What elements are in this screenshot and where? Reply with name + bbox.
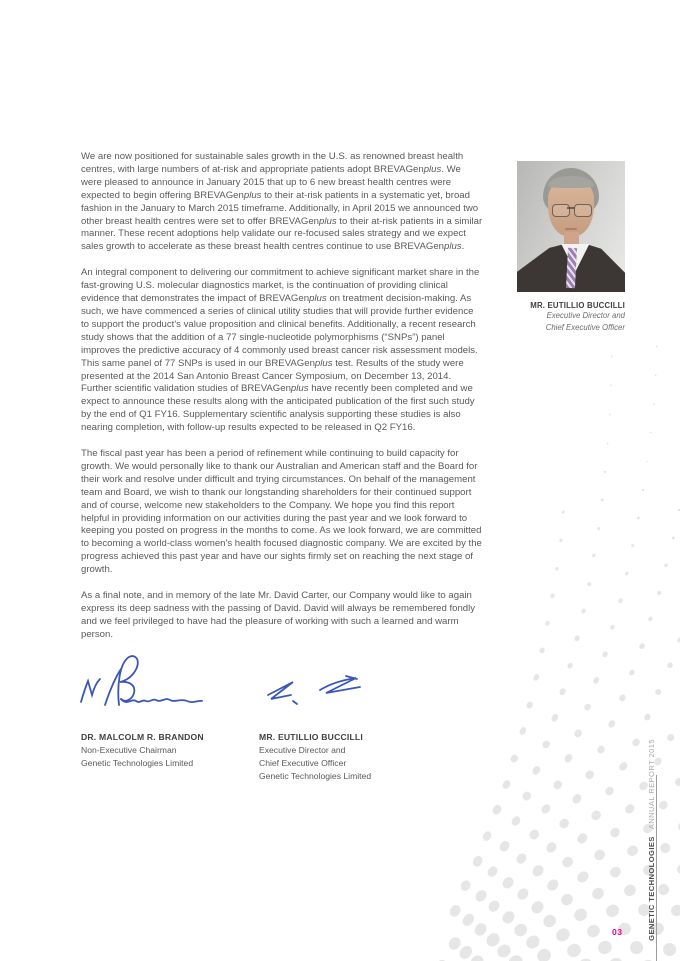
sidebar-vertical-title	[647, 739, 656, 941]
executive-portrait-photo	[517, 161, 625, 292]
executive-photo-block	[517, 161, 625, 333]
signatory-title: Non-Executive Chairman	[81, 745, 177, 755]
signatory-company: Genetic Technologies Limited	[81, 758, 194, 768]
signatory-title: Executive Director and	[259, 745, 346, 755]
photo-caption	[517, 301, 625, 333]
letter-paragraph: An integral component to delivering our commitment to achieve significant market share in the fast-growing U.S. molecular diagnostics market, is the continuation of providing clinical evidence that demonstrates the impact of BREVAGenplus on treatment decision-making. As such, we have commenced a series of clinical utility studies that will provide further evidence to support the product's value proposition and clinical benefits. Additionally, a recent research study shows that the addition of a 77 single-nucleotide polymorphisms (“SNPs”) panel improves the predictive accuracy of 4 commonly used breast cancer risk assessment models. This same panel of 77 SNPs is used in our BREVAGenplus test. Results of the study were presented at the 2014 San Antonio Breast Cancer Symposium, on December 13, 2014. Further scientific validation studies of BREVAGenplus have recently been completed and we expect to announce these results along with the anticipated publication of the first such study by the end of Q1 FY16. Supplementary scientific analysis supporting these studies is also nearing completion, with follow-up results expected to be released in Q2 FY16.	[81, 267, 480, 434]
portrait-hairline	[548, 176, 594, 188]
signatory-title: Chief Executive Officer	[259, 758, 347, 768]
letter-paragraph: We are now positioned for sustainable sales growth in the U.S. as renowned breast health centres, with large numbers of at-risk and appropriate patients adopt BREVAGenplus. We were pleased to announce in January 2015 that up to 6 new breast health centres were expected to begin offering BREVAGenplus to their at-risk patients in a systematic yet, broad fashion in the January to March 2015 timeframe. Additionally, in April 2015 we announced two other breast health centres were set to offer BREVAGenplus to their at-risk patients in a similar manner. These recent adoptions help validate our re-focused sales strategy and we expect sales growth to accelerate as these breast health centres continue to use BREVAGenplus.	[81, 151, 483, 253]
portrait-glasses-right	[574, 204, 592, 217]
brandon-signature-image	[74, 648, 212, 730]
signatory-name: MR. EUTILLIO BUCCILLI	[259, 732, 363, 742]
signatory-company: Genetic Technologies Limited	[259, 771, 372, 781]
letter-paragraph: As a final note, and in memory of the late Mr. David Carter, our Company would like to again express its deep sadness with the passing of David. David will always be remembered fondly and we feel privileged to have had the pleasure of working with such a learned and warm person.	[81, 590, 476, 640]
signatory-block-brandon	[81, 731, 204, 770]
sidebar-rule	[656, 775, 657, 961]
portrait-mouth	[565, 228, 577, 230]
photo-caption-title: Chief Executive Officer	[545, 322, 625, 332]
letter-paragraph: The fiscal past year has been a period of refinement while continuing to build capacity for growth. We would personally like to thank our Australian and American staff and the Board for their work and resolve under difficult and trying circumstances. On behalf of the management team and Board, we wish to thank our longstanding shareholders for their continued support and of course, welcome new stakeholders to the Company. We hope you find this report helpful in providing information on our activities during the past year and we look forward to keeping you posted on progress in the months to come. As we look forward, we are committed to becoming a world-class women's health focused diagnostic company. We are excited by the progress achieved this past year and have our sights firmly set on reaching the next stage of growth.	[81, 448, 482, 576]
signatory-name: DR. MALCOLM R. BRANDON	[81, 732, 204, 742]
sidebar-report-label: ANNUAL REPORT 2015	[647, 739, 656, 830]
buccilli-signature-image	[256, 672, 384, 718]
sidebar-company-name: GENETIC TECHNOLOGIES	[647, 836, 656, 941]
portrait-glasses-bridge	[567, 207, 575, 209]
letter-body	[81, 151, 484, 655]
photo-caption-name: MR. EUTILLIO BUCCILLI	[530, 301, 625, 310]
signatory-block-buccilli	[259, 731, 371, 783]
photo-caption-title: Executive Director and	[546, 311, 625, 320]
portrait-glasses-left	[552, 204, 570, 217]
page-number: 03	[612, 927, 623, 937]
